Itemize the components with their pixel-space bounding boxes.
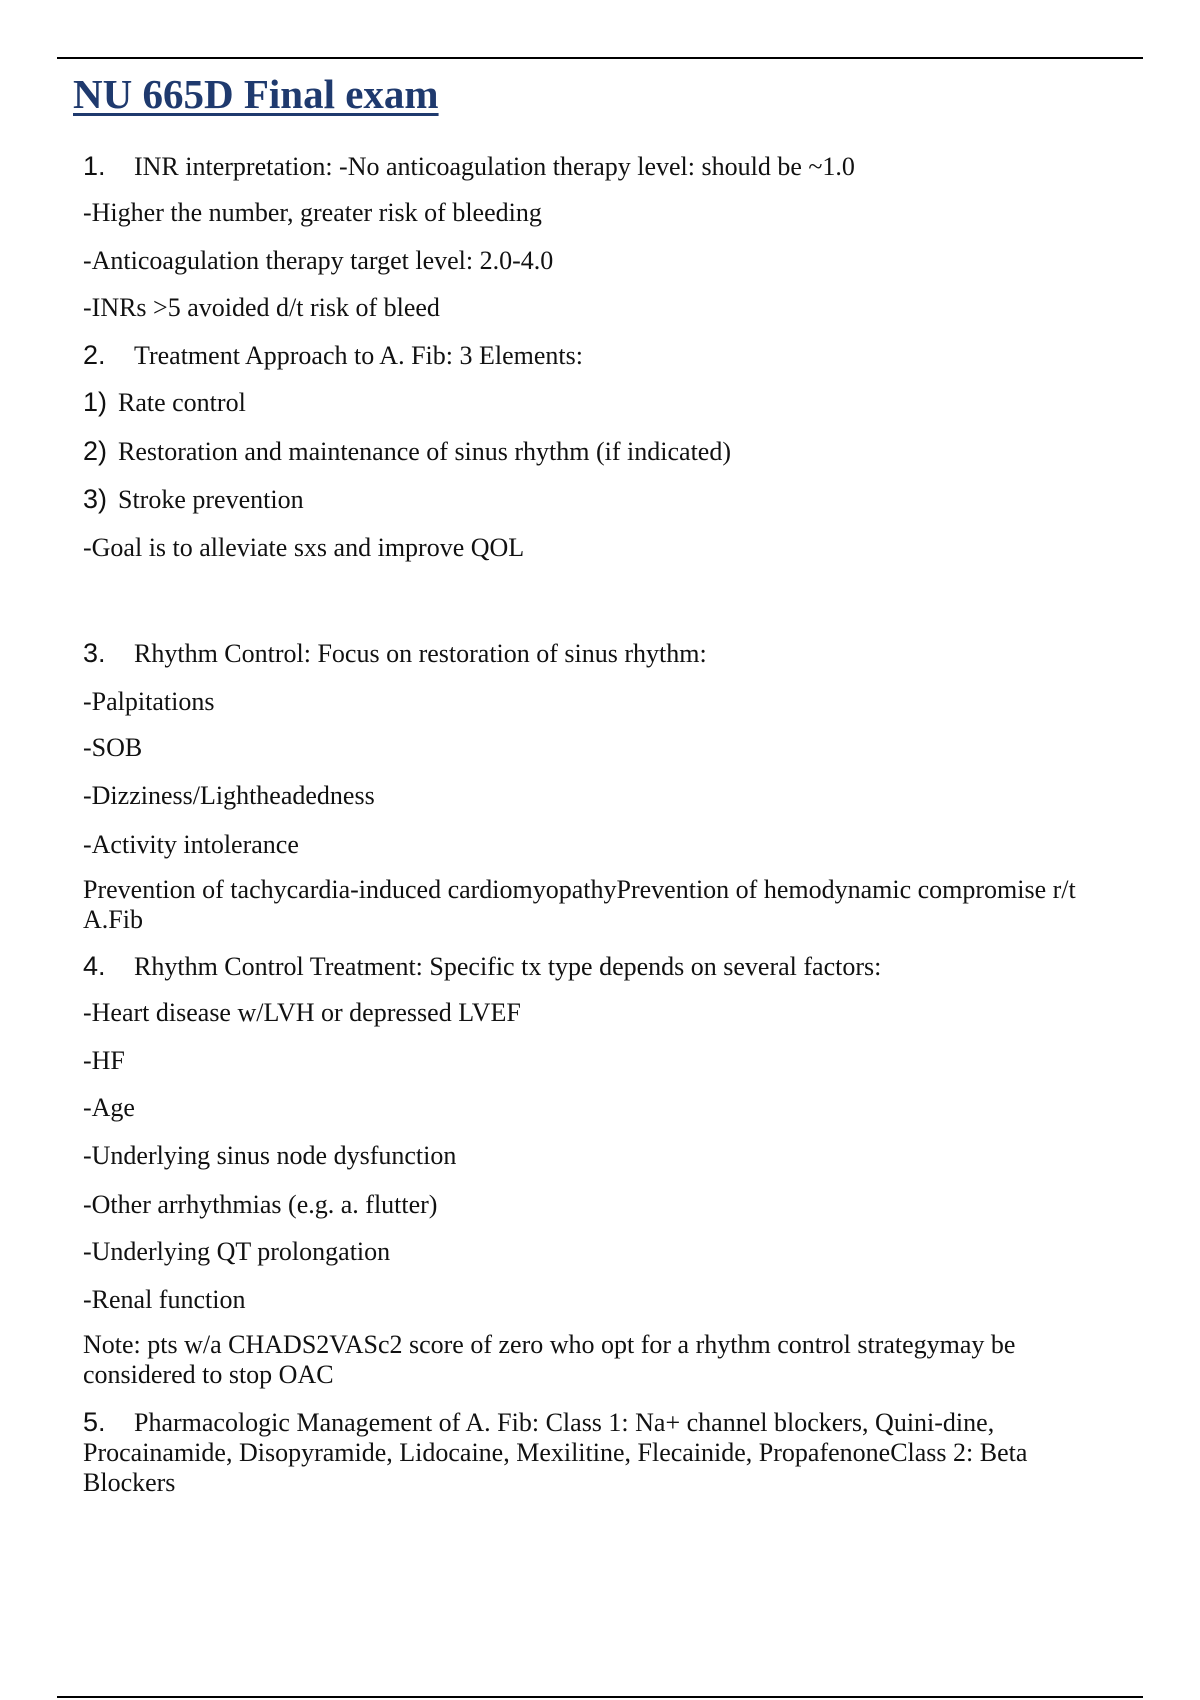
item-text: INR interpretation: -No anticoagulation therapy level: should be ~1.0 (134, 152, 855, 181)
list-item (83, 1237, 1153, 1267)
sub-number: 2) (83, 436, 108, 466)
list-item (83, 151, 1153, 182)
list-item (83, 998, 1153, 1028)
item-text: -Renal function (83, 1285, 246, 1314)
list-item (83, 387, 1153, 418)
item-text: Rhythm Control: Focus on restoration of sinus rhythm: (134, 639, 707, 668)
list-item (83, 1285, 1153, 1315)
item-text: -SOB (83, 733, 143, 762)
item-text: Restoration and maintenance of sinus rhythm (if indicated) (118, 437, 731, 466)
item-text: Treatment Approach to A. Fib: 3 Elements: (134, 341, 583, 370)
item-text: -Activity intolerance (83, 830, 299, 859)
list-item (83, 533, 1153, 563)
item-text: Prevention of tachycardia-induced cardiomyopathyPrevention of hemodynamic compromise r/t A.Fib (83, 875, 1076, 934)
list-item (83, 1141, 1153, 1171)
list-item (83, 638, 1153, 669)
list-item (83, 246, 1153, 276)
item-text: -Dizziness/Lightheadedness (83, 781, 375, 810)
item-text: -Goal is to alleviate sxs and improve QOL (83, 533, 525, 562)
item-text: -Other arrhythmias (e.g. a. flutter) (83, 1190, 438, 1219)
item-text: -Underlying sinus node dysfunction (83, 1141, 457, 1170)
list-item (83, 1093, 1153, 1123)
item-text: -INRs >5 avoided d/t risk of bleed (83, 293, 440, 322)
list-item (83, 198, 1153, 228)
item-number: 3. (83, 638, 106, 668)
item-text: -Higher the number, greater risk of bleeding (83, 198, 542, 227)
list-item (83, 875, 1123, 935)
list-item (83, 340, 1153, 371)
list-item (83, 781, 1153, 811)
item-text: -Age (83, 1093, 135, 1122)
list-item (83, 951, 1153, 982)
item-text: Note: pts w/a CHADS2VASc2 score of zero who opt for a rhythm control strategymay be considered to stop OAC (83, 1330, 1016, 1389)
sub-number: 1) (83, 387, 108, 417)
item-number: 5. (83, 1407, 106, 1437)
item-text: Rate control (118, 388, 246, 417)
item-text: -Heart disease w/LVH or depressed LVEF (83, 998, 521, 1027)
item-text: Stroke prevention (118, 485, 304, 514)
list-item (83, 1330, 1123, 1390)
sub-number: 3) (83, 484, 108, 514)
item-number: 2. (83, 340, 106, 370)
bottom-rule (57, 1696, 1143, 1698)
item-text: -Palpitations (83, 687, 215, 716)
list-item (83, 1046, 1153, 1076)
top-rule (57, 57, 1143, 59)
list-item (83, 687, 1153, 717)
page-title: NU 665D Final exam (73, 71, 439, 117)
list-item (83, 436, 1153, 467)
item-text: -Anticoagulation therapy target level: 2.0-4.0 (83, 246, 554, 275)
list-item (83, 733, 1153, 763)
item-text: Rhythm Control Treatment: Specific tx type depends on several factors: (134, 952, 882, 981)
list-item (83, 1190, 1153, 1220)
item-number: 4. (83, 951, 106, 981)
item-text: -HF (83, 1046, 125, 1075)
list-item (83, 1407, 1123, 1498)
item-number: 1. (83, 151, 106, 181)
list-item (83, 484, 1153, 515)
item-text: Pharmacologic Management of A. Fib: Class 1: Na+ channel blockers, Quini-dine, Procainamide, Disopyramide, Lidocaine, Mexilitine, Flecainide, PropafenoneClass 2: Beta Blockers (83, 1408, 1028, 1497)
list-item (83, 830, 1153, 860)
list-item (83, 293, 1153, 323)
item-text: -Underlying QT prolongation (83, 1237, 391, 1266)
